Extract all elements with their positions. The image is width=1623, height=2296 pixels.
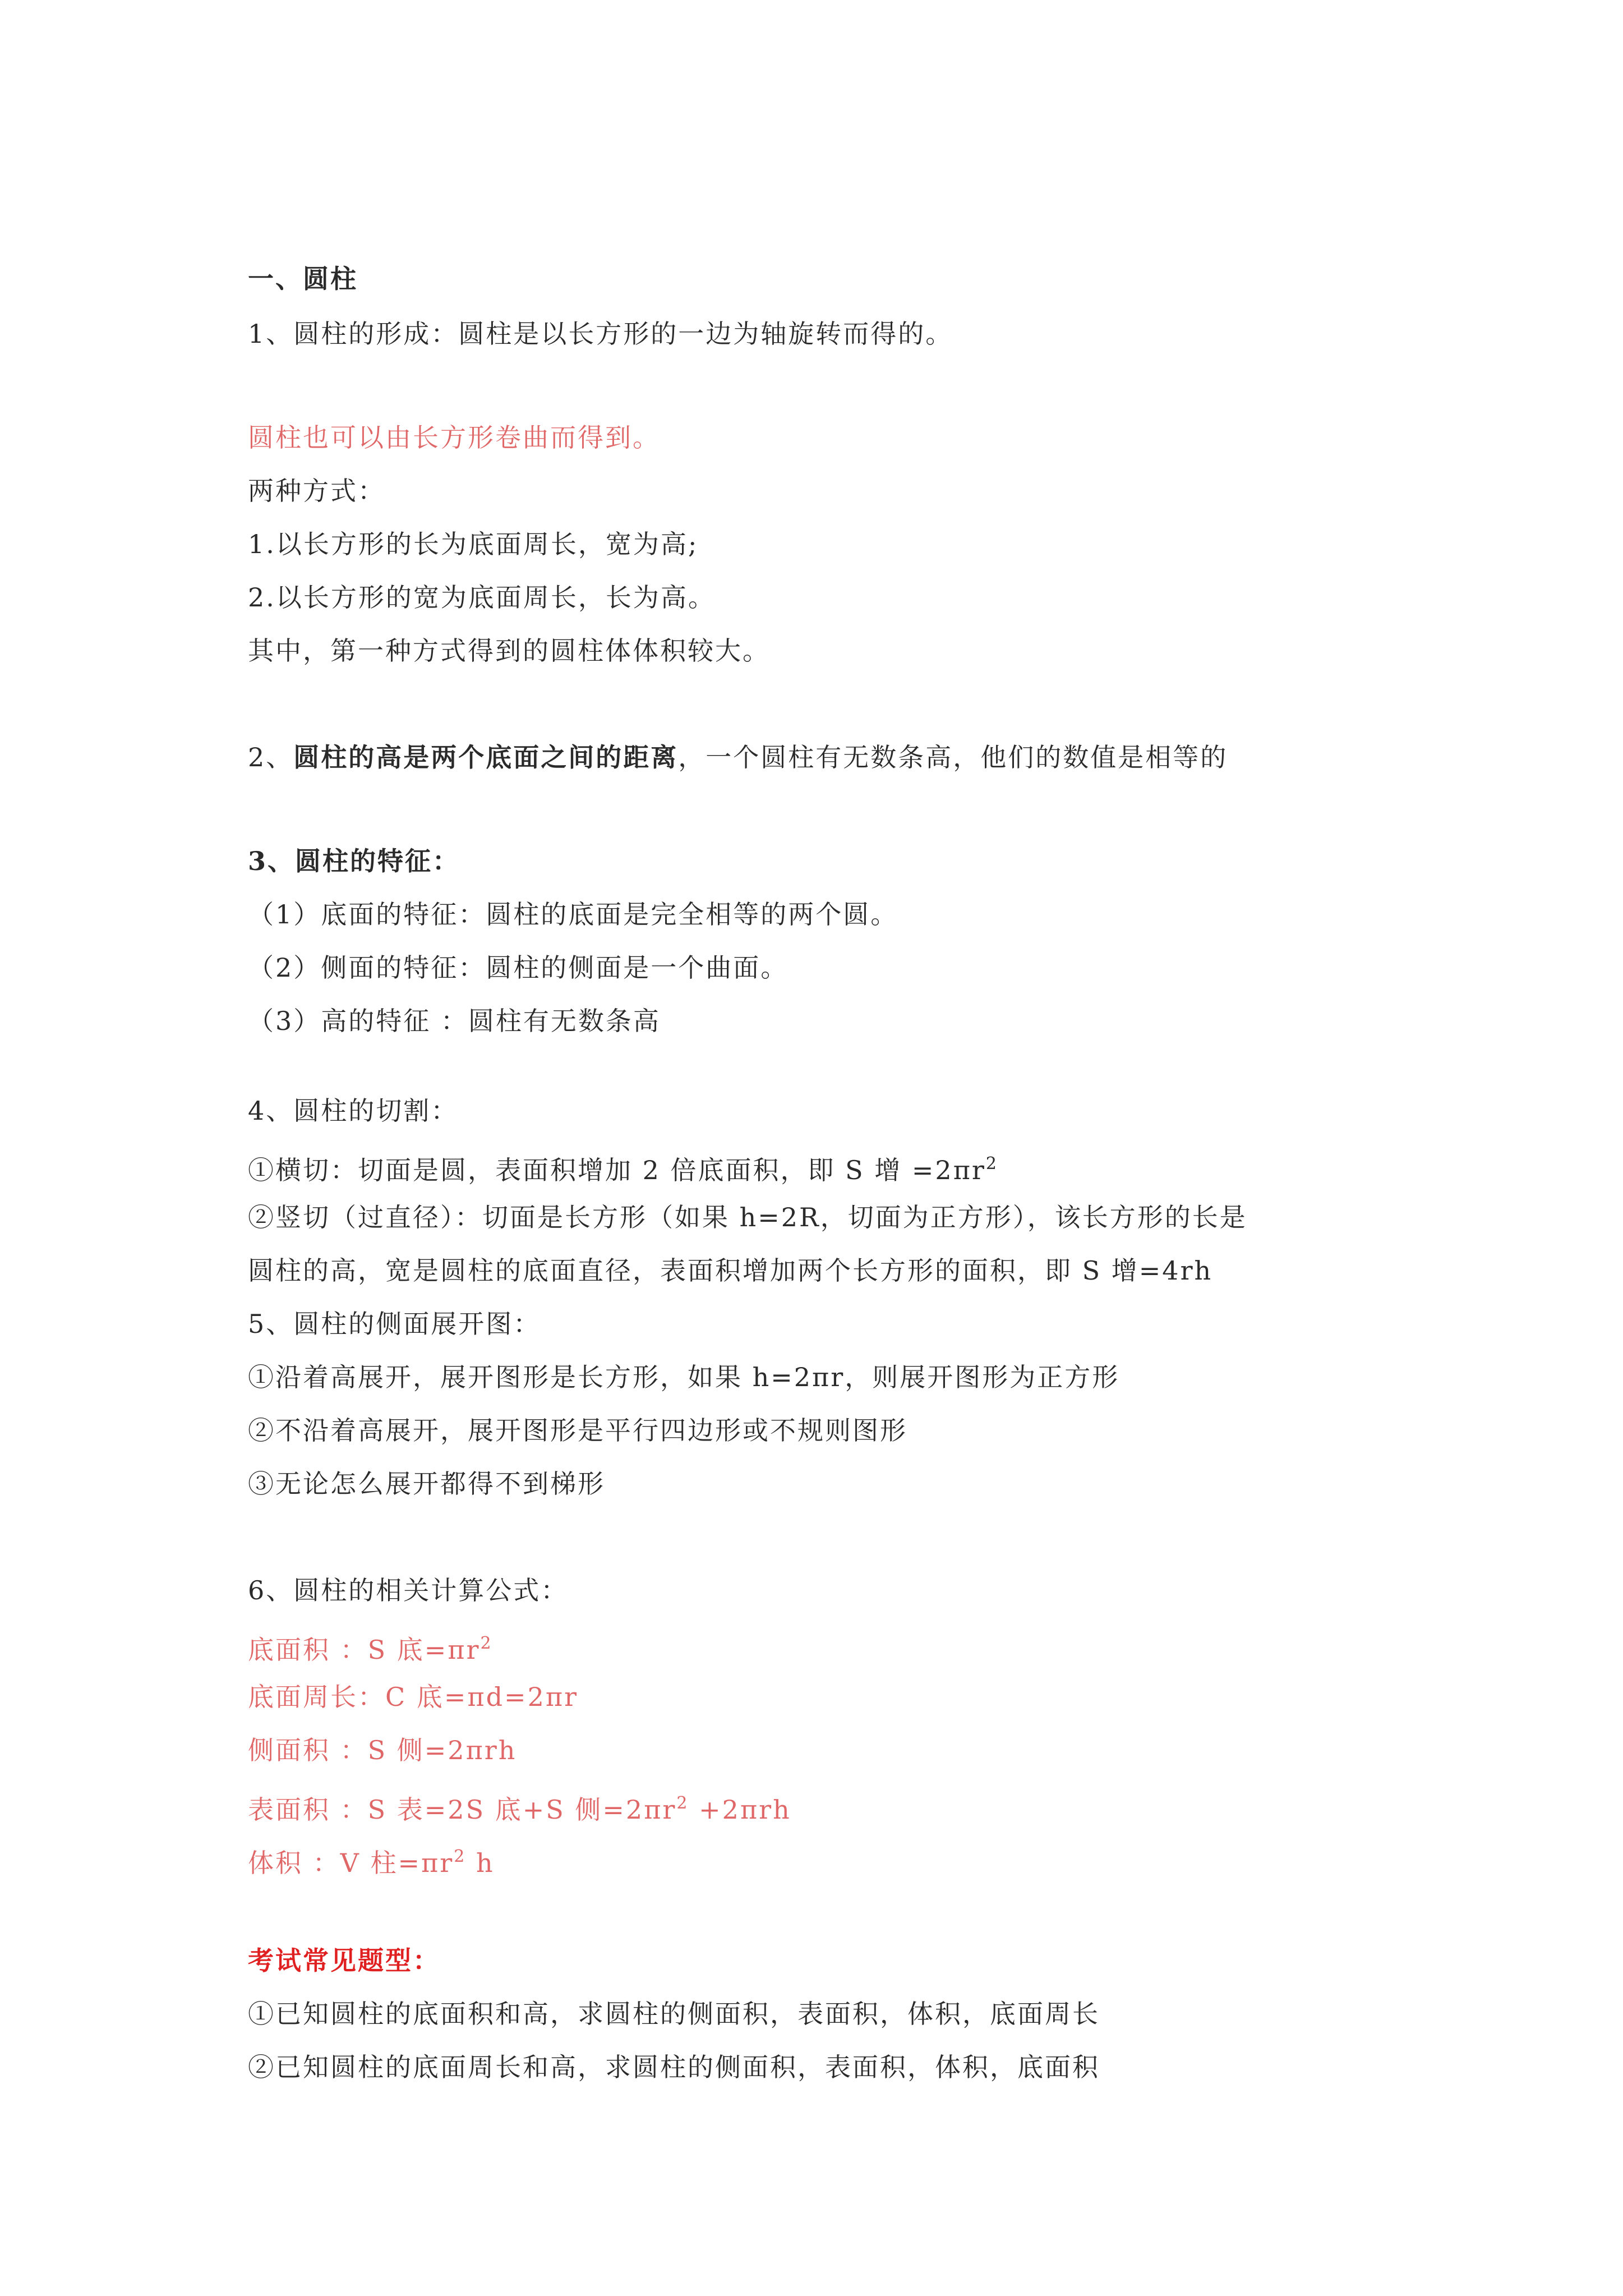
- formula-surface-area: [248, 1787, 791, 1826]
- section1-formation: 1、圆柱的形成：圆柱是以长方形的一边为轴旋转而得的。: [248, 319, 953, 349]
- formula-surface-area-text-a: 表面积 ：S 表=2S 底+S 侧=2πr: [248, 1795, 677, 1825]
- superscript: 2: [676, 1793, 689, 1813]
- section2-bold-text: 圆柱的高是两个底面之间的距离: [293, 742, 679, 772]
- section1-way-1: 1.以长方形的长为底面周长，宽为高;: [248, 529, 699, 559]
- formula-volume-text-b: h: [466, 1848, 495, 1878]
- section2-rest: ，一个圆柱有无数条高，他们的数值是相等的: [678, 742, 1228, 772]
- section2-prefix: 2、: [248, 742, 294, 772]
- section4-item-1: [248, 1147, 998, 1187]
- section1-two-ways: 两种方式：: [248, 476, 385, 506]
- section4-item-2-line-2: 圆柱的高，宽是圆柱的底面直径，表面积增加两个长方形的面积，即 S 增=4rh: [248, 1255, 1213, 1286]
- formula-base-area-text: 底面积 ：S 底=πr: [248, 1635, 481, 1665]
- formula-base-circumference: 底面周长：C 底=πd=2πr: [248, 1682, 579, 1712]
- section6-heading: 6、圆柱的相关计算公式：: [248, 1575, 569, 1605]
- section5-item-1: ①沿着高展开，展开图形是长方形，如果 h=2πr，则展开图形为正方形: [248, 1362, 1120, 1392]
- formula-volume-text-a: 体积 ：V 柱=πr: [248, 1848, 454, 1878]
- superscript: 2: [480, 1634, 493, 1653]
- section5-heading: 5、圆柱的侧面展开图：: [248, 1309, 541, 1339]
- exam-item-2: ②已知圆柱的底面周长和高，求圆柱的侧面积，表面积，体积，底面积: [248, 2052, 1100, 2082]
- section4-item-1-text: ①横切：切面是圆，表面积增加 2 倍底面积，即 S 增 =2πr: [248, 1155, 986, 1185]
- exam-heading: 考试常见题型：: [248, 1945, 440, 1976]
- exam-item-1: ①已知圆柱的底面积和高，求圆柱的侧面积，表面积，体积，底面周长: [248, 1999, 1100, 2029]
- formula-surface-area-text-b: +2πrh: [689, 1795, 791, 1825]
- section4-item-2-line-1: ②竖切（过直径）：切面是长方形（如果 h=2R，切面为正方形），该长方形的长是: [248, 1202, 1247, 1232]
- section3-item-3: （3）高的特征 ：圆柱有无数条高: [248, 1006, 661, 1036]
- section5-item-2: ②不沿着高展开，展开图形是平行四边形或不规则图形: [248, 1415, 907, 1446]
- formula-volume: [248, 1840, 495, 1880]
- section5-item-3: ③无论怎么展开都得不到梯形: [248, 1469, 605, 1499]
- section2-paragraph: [248, 740, 1228, 774]
- section3-item-1: （1）底面的特征：圆柱的底面是完全相等的两个圆。: [248, 899, 898, 930]
- section1-heading: 一、圆柱: [248, 264, 358, 294]
- section3-heading: 3、圆柱的特征：: [248, 846, 460, 876]
- section4-heading: 4、圆柱的切割：: [248, 1096, 459, 1126]
- section3-item-2: （2）侧面的特征：圆柱的侧面是一个曲面。: [248, 953, 789, 983]
- section1-note: 圆柱也可以由长方形卷曲而得到。: [248, 422, 660, 453]
- formula-base-area: [248, 1627, 493, 1667]
- superscript: 2: [454, 1847, 467, 1866]
- formula-lateral-area: 侧面积 ：S 侧=2πrh: [248, 1735, 517, 1765]
- section1-conclusion: 其中，第一种方式得到的圆柱体体积较大。: [248, 636, 770, 666]
- section1-way-2: 2.以长方形的宽为底面周长，长为高。: [248, 582, 716, 613]
- superscript: 2: [985, 1154, 999, 1174]
